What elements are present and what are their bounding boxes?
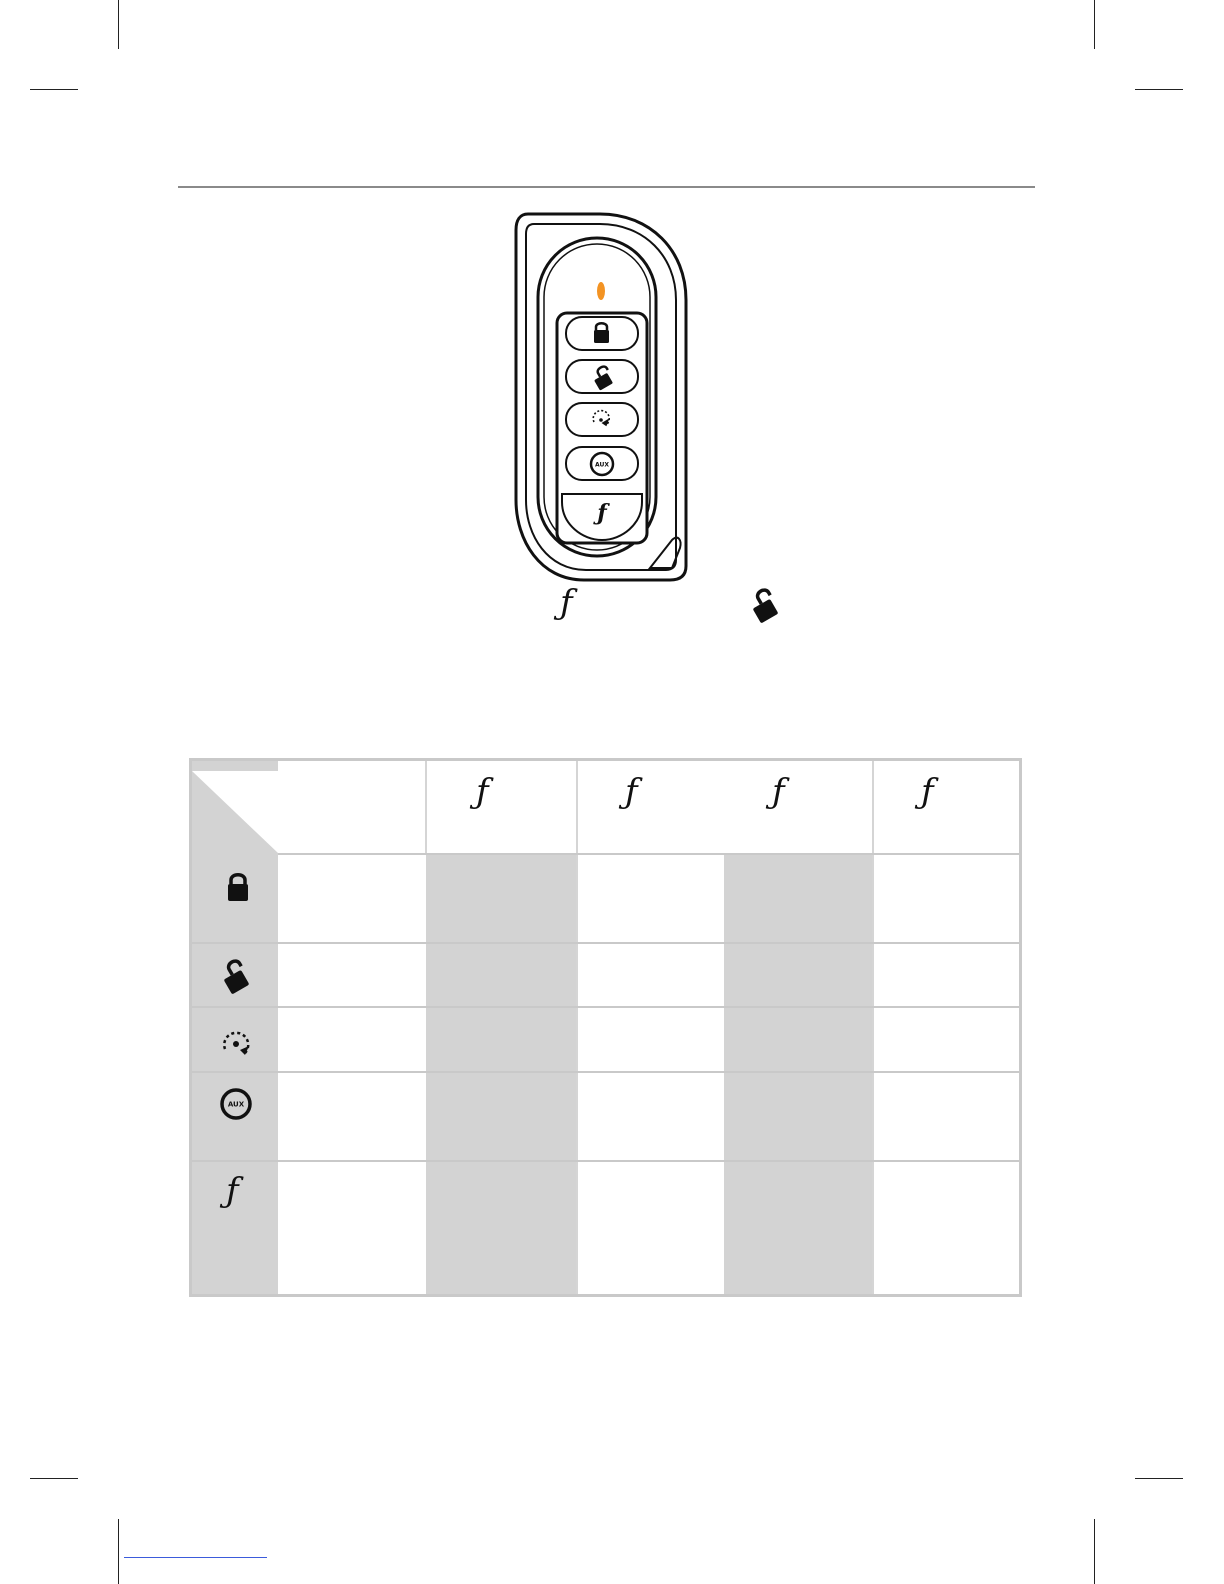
remote-illustration [510, 210, 694, 584]
link-underline [124, 1557, 267, 1558]
crop-mark [30, 89, 78, 90]
grid-line [192, 1071, 1019, 1073]
header-cell [873, 761, 1019, 853]
grid-line [192, 942, 1019, 944]
svg-text:AUX: AUX [595, 461, 609, 469]
header-function-icon: ƒ [476, 772, 489, 812]
corner-cell [192, 761, 278, 853]
crop-mark [118, 0, 119, 49]
header-rule [178, 186, 1035, 188]
column-shade [426, 853, 577, 1294]
crop-mark [1135, 1478, 1183, 1479]
remote-start-icon [221, 1029, 253, 1064]
crop-mark [118, 1519, 119, 1584]
column-shade [724, 853, 873, 1294]
grid-line [576, 761, 578, 1294]
grid-line [278, 853, 1019, 855]
header-function-icon: ƒ [772, 772, 785, 812]
crop-mark [1094, 1519, 1095, 1584]
crop-mark [30, 1478, 78, 1479]
svg-text:ƒ: ƒ [597, 500, 607, 526]
header-function-icon: ƒ [921, 772, 934, 812]
function-icon: ƒ [560, 583, 573, 623]
grid-line [192, 1160, 1019, 1162]
header-cell [278, 761, 426, 853]
function-table [189, 758, 1022, 1297]
header-cell [577, 761, 724, 853]
header-function-icon: ƒ [625, 772, 638, 812]
unlock-icon [223, 957, 255, 1000]
lock-icon [226, 871, 250, 908]
header-cell [426, 761, 577, 853]
unlock-icon [752, 586, 784, 629]
grid-line [192, 1006, 1019, 1008]
grid-line [872, 761, 874, 1294]
crop-mark [1135, 89, 1183, 90]
aux-icon [219, 1087, 253, 1126]
function-icon: ƒ [226, 1171, 239, 1211]
grid-line [425, 761, 427, 853]
aux-label: AUX [227, 1100, 245, 1109]
led-indicator [597, 282, 605, 300]
header-cell [724, 761, 873, 853]
crop-mark [1094, 0, 1095, 49]
